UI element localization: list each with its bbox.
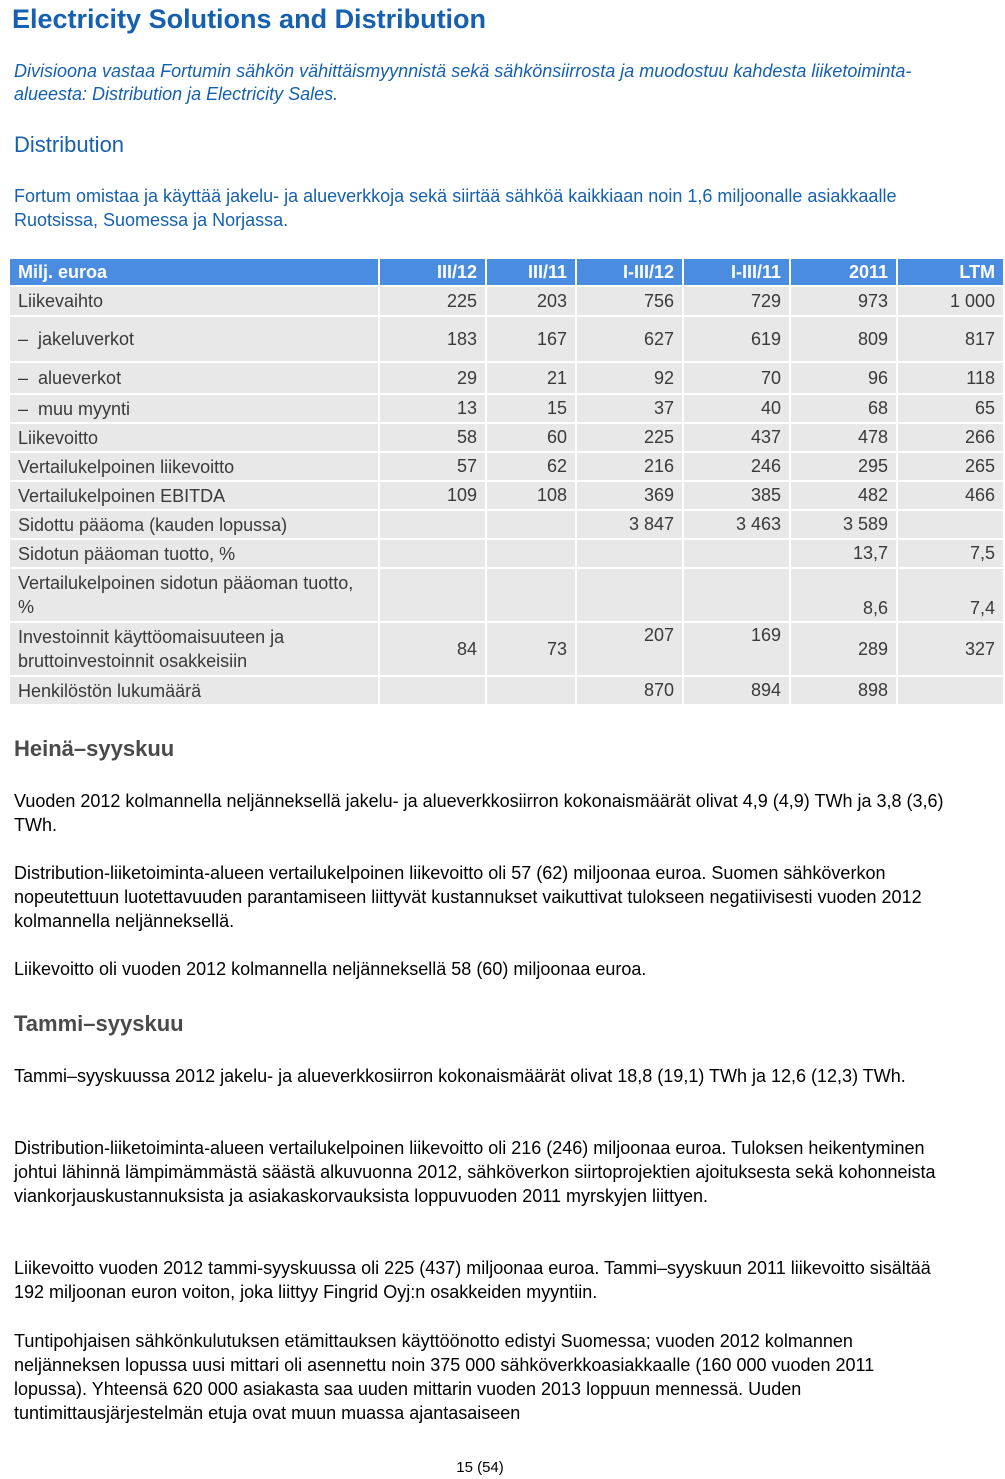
table-cell: 385 [684,482,789,509]
table-header-cell: LTM [898,259,1003,285]
table-row [10,677,1003,704]
table-cell: 3 463 [684,511,789,538]
table-cell: 894 [684,677,789,704]
table-cell [684,540,789,567]
table-cell [898,511,1003,538]
table-row [10,317,1003,361]
paragraph: Liikevoitto oli vuoden 2012 kolmannella neljänneksellä 58 (60) miljoonaa euroa. [14,959,647,979]
table-cell: 68 [791,395,896,422]
table-cell: 167 [487,317,575,361]
table-cell: 13,7 [791,540,896,567]
table-cell: 265 [898,453,1003,480]
table-cell: 57 [380,453,485,480]
table-cell [898,677,1003,704]
page-title: Electricity Solutions and Distribution [12,4,487,34]
table-cell [487,540,575,567]
table-cell [487,677,575,704]
table-cell [380,511,485,538]
row-label: Vertailukelpoinen EBITDA [10,482,378,509]
section-heading-q3: Heinä–syyskuu [14,736,175,761]
table-cell: 327 [898,623,1003,675]
table-cell: 13 [380,395,485,422]
table-row [10,363,1003,393]
table-cell [487,511,575,538]
row-label: Sidottu pääoma (kauden lopussa) [10,511,378,538]
table-cell: 70 [684,363,789,393]
table-row [10,623,1003,675]
financial-table [8,257,1005,706]
page-number: 15 (54) [456,1459,504,1476]
table-cell [684,569,789,621]
table-cell: 756 [577,287,682,315]
table-cell: 482 [791,482,896,509]
table-cell: 809 [791,317,896,361]
row-label: Investoinnit käyttöomaisuuteen ja bruttoinvestoinnit osakkeisiin [10,623,378,675]
table-cell: 466 [898,482,1003,509]
table-cell: 7,4 [898,569,1003,621]
table-row [10,569,1003,621]
table-cell: 96 [791,363,896,393]
table-row [10,482,1003,509]
table-cell: 7,5 [898,540,1003,567]
paragraph: Tuntipohjaisen sähkönkulutuksen etämittauksen käyttöönotto edistyi Suomessa; vuoden 2012 kolmannen neljänneksen lopussa uusi mittari oli asennettu noin 375 000 sähköverkkoasiakkaalle (160 000 vuoden 2011 lopussa). Yhteensä 620 000 asiakasta saa uuden mittarin vuoden 2013 loppuun mennessä. Uuden tuntimittausjärjestelmän etuja ovat muun muassa ajantasaiseen [14,1331,875,1423]
row-label: – alueverkot [10,363,378,393]
table-cell: 729 [684,287,789,315]
table-cell: 21 [487,363,575,393]
table-row [10,424,1003,451]
table-cell [380,677,485,704]
table-row [10,395,1003,422]
table-header-cell: III/11 [487,259,575,285]
table-header-cell: III/12 [380,259,485,285]
table-cell: 92 [577,363,682,393]
table-header-row [10,259,1003,285]
table-cell: 817 [898,317,1003,361]
table-cell: 3 847 [577,511,682,538]
table-cell: 60 [487,424,575,451]
table-cell: 169 [684,623,789,675]
table-cell: 973 [791,287,896,315]
table-row [10,511,1003,538]
table-cell: 58 [380,424,485,451]
subsection-title: Distribution [14,132,125,157]
subsection-body: Fortum omistaa ja käyttää jakelu- ja alueverkkoja sekä siirtää sähköä kaikkiaan noin 1,6 miljoonalle asiakkaalle Ruotsissa, Suomessa ja Norjassa. [14,186,897,230]
table-cell: 8,6 [791,569,896,621]
table-header-cell: I-III/11 [684,259,789,285]
table-cell: 437 [684,424,789,451]
row-label: Henkilöstön lukumäärä [10,677,378,704]
table-cell: 203 [487,287,575,315]
table-cell [487,569,575,621]
table-cell [380,569,485,621]
paragraph: Vuoden 2012 kolmannella neljänneksellä jakelu- ja alueverkkosiirron kokonaismäärät olivat 4,9 (4,9) TWh ja 3,8 (3,6) TWh. [14,791,944,835]
table-cell: 225 [577,424,682,451]
table-cell: 84 [380,623,485,675]
table-cell: 15 [487,395,575,422]
row-label: Sidotun pääoman tuotto, % [10,540,378,567]
table-cell: 266 [898,424,1003,451]
table-cell: 478 [791,424,896,451]
table-cell: 37 [577,395,682,422]
row-label: Vertailukelpoinen sidotun pääoman tuotto, % [10,569,378,621]
table-cell: 207 [577,623,682,675]
table-cell: 40 [684,395,789,422]
table-cell: 225 [380,287,485,315]
table-row [10,453,1003,480]
table-cell: 73 [487,623,575,675]
table-cell: 627 [577,317,682,361]
paragraph: Distribution-liiketoiminta-alueen vertailukelpoinen liikevoitto oli 216 (246) miljoonaa euroa. Tuloksen heikentyminen johtui lähinnä lämpimämmästä säästä alkuvuonna 2012, sähköverkon siirtoprojektien ajoituksesta sekä kohonneista viankorjauskustannuksista ja asiakaskorvauksista loppuvuoden 2011 myrskyjen liittyen. [14,1138,936,1206]
table-cell: 3 589 [791,511,896,538]
table-cell: 295 [791,453,896,480]
table-row [10,540,1003,567]
table-cell: 1 000 [898,287,1003,315]
table-header-cell: I-III/12 [577,259,682,285]
table-cell [380,540,485,567]
table-cell: 118 [898,363,1003,393]
paragraph: Liikevoitto vuoden 2012 tammi-syyskuussa oli 225 (437) miljoonaa euroa. Tammi–syyskuun 2011 liikevoitto sisältää 192 miljoonan euron voiton, joka liittyy Fingrid Oyj:n osakkeiden myyntiin. [14,1258,931,1302]
section-heading-ytd: Tammi–syyskuu [14,1011,184,1036]
row-label: Liikevoitto [10,424,378,451]
intro-text: Divisioona vastaa Fortumin sähkön vähittäismyynnistä sekä sähkönsiirrosta ja muodostuu kahdesta liiketoiminta-alueesta: Distribution ja Electricity Sales. [14,61,912,104]
table-cell: 108 [487,482,575,509]
table-cell: 369 [577,482,682,509]
row-label: Vertailukelpoinen liikevoitto [10,453,378,480]
table-cell: 289 [791,623,896,675]
table-cell: 246 [684,453,789,480]
table-row [10,287,1003,315]
paragraph: Tammi–syyskuussa 2012 jakelu- ja alueverkkosiirron kokonaismäärät olivat 18,8 (19,1) TWh ja 12,6 (12,3) TWh. [14,1066,906,1086]
table-cell: 898 [791,677,896,704]
table-cell: 29 [380,363,485,393]
table-cell: 619 [684,317,789,361]
table-cell [577,569,682,621]
table-cell [577,540,682,567]
table-cell: 216 [577,453,682,480]
paragraph: Distribution-liiketoiminta-alueen vertailukelpoinen liikevoitto oli 57 (62) miljoonaa euroa. Suomen sähköverkon nopeutettuun luotettavuuden parantamiseen liittyvät kustannukset vaikuttivat tulokseen negatiivisesti vuoden 2012 kolmannella neljänneksellä. [14,863,922,931]
table-header-cell: 2011 [791,259,896,285]
row-label: Liikevaihto [10,287,378,315]
row-label: – jakeluverkot [10,317,378,361]
table-header-cell: Milj. euroa [10,259,378,285]
table-cell: 62 [487,453,575,480]
table-cell: 183 [380,317,485,361]
table-cell: 65 [898,395,1003,422]
table-cell: 109 [380,482,485,509]
row-label: – muu myynti [10,395,378,422]
table-cell: 870 [577,677,682,704]
